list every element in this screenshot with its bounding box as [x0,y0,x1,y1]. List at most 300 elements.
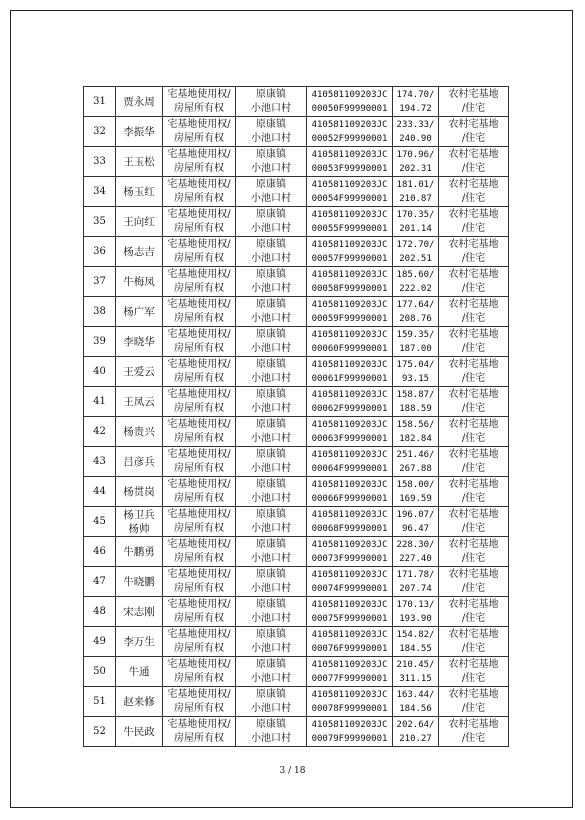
usage-cell [439,567,509,597]
area-line: 181.01/ [396,179,435,190]
area-line: 170.35/ [396,209,435,220]
area-line: 163.44/ [396,689,435,700]
usage-line: 农村宅基地 [448,268,499,280]
usage-cell [439,417,509,447]
table-row [84,687,509,717]
usage-line: 农村宅基地 [448,88,499,100]
unit-code-line: 00054F99990001 [311,193,388,204]
location-line: 原康镇 [256,118,286,130]
table-row [84,507,509,537]
location-cell [236,627,307,657]
unit-code-line: 410581109203JC [311,89,388,100]
usage-cell [439,477,509,507]
area-cell [393,207,439,237]
right-type-line: 宅基地使用权/ [167,388,231,400]
usage-cell [439,357,509,387]
right-type-line: 宅基地使用权/ [167,478,231,490]
right-type-cell [163,267,236,297]
unit-code-line: 00074F99990001 [311,583,388,594]
right-type-line: 宅基地使用权/ [167,88,231,100]
right-type-line: 宅基地使用权/ [167,358,231,370]
location-line: 原康镇 [256,478,286,490]
unit-code-line: 410581109203JC [311,119,388,130]
right-type-line: 宅基地使用权/ [167,598,231,610]
location-line: 小池口村 [251,672,291,684]
table-row [84,207,509,237]
area-line: 210.45/ [396,659,435,670]
right-type-cell [163,87,236,117]
unit-code-cell [307,207,393,237]
table-row [84,237,509,267]
right-type-cell [163,687,236,717]
table-row [84,657,509,687]
area-line: 154.82/ [396,629,435,640]
location-line: 小池口村 [251,162,291,174]
unit-code-line: 410581109203JC [311,359,388,370]
location-line: 原康镇 [256,88,286,100]
right-type-line: 宅基地使用权/ [167,238,231,250]
right-type-line: 宅基地使用权/ [167,208,231,220]
area-cell [393,117,439,147]
unit-code-cell [307,537,393,567]
unit-code-line: 410581109203JC [311,659,388,670]
owner-name-line: 牛晓鹏 [123,575,155,588]
unit-code-cell [307,117,393,147]
owner-name-cell [116,147,163,177]
right-type-line: 房屋所有权 [174,282,224,294]
usage-line: 农村宅基地 [448,718,499,730]
area-cell [393,477,439,507]
area-line: 207.74 [399,583,432,594]
area-line: 208.76 [399,313,432,324]
usage-line: /住宅 [461,642,486,654]
location-line: 原康镇 [256,358,286,370]
unit-code-line: 410581109203JC [311,719,388,730]
unit-code-line: 00079F99990001 [311,733,388,744]
owner-name-line: 王凤云 [123,395,155,408]
unit-code-line: 00064F99990001 [311,463,388,474]
unit-code-line: 00066F99990001 [311,493,388,504]
unit-code-cell [307,177,393,207]
unit-code-cell [307,357,393,387]
usage-cell [439,627,509,657]
right-type-line: 房屋所有权 [174,222,224,234]
location-line: 原康镇 [256,238,286,250]
usage-line: 农村宅基地 [448,628,499,640]
owner-name-line: 杨贵兴 [123,425,155,438]
right-type-line: 宅基地使用权/ [167,268,231,280]
right-type-line: 房屋所有权 [174,492,224,504]
area-cell [393,507,439,537]
location-line: 小池口村 [251,522,291,534]
table-row [84,717,509,747]
area-line: 93.15 [401,373,430,384]
right-type-line: 房屋所有权 [174,432,224,444]
location-line: 小池口村 [251,222,291,234]
usage-cell [439,597,509,627]
usage-cell [439,297,509,327]
area-cell [393,297,439,327]
usage-line: 农村宅基地 [448,538,499,550]
usage-line: /住宅 [461,252,486,264]
location-line: 原康镇 [256,628,286,640]
area-cell [393,417,439,447]
location-cell [236,237,307,267]
owner-name-cell [116,207,163,237]
usage-line: /住宅 [461,672,486,684]
usage-cell [439,177,509,207]
owner-name-cell [116,177,163,207]
row-number-cell: 41 [84,387,116,417]
unit-code-cell [307,87,393,117]
location-line: 原康镇 [256,598,286,610]
row-number-cell: 45 [84,507,116,537]
right-type-cell [163,387,236,417]
usage-cell [439,267,509,297]
table-row [84,267,509,297]
usage-line: /住宅 [461,552,486,564]
owner-name-cell [116,627,163,657]
area-line: 202.31 [399,163,432,174]
usage-line: 农村宅基地 [448,328,499,340]
area-line: 96.47 [401,523,430,534]
location-line: 小池口村 [251,192,291,204]
unit-code-line: 00059F99990001 [311,313,388,324]
usage-line: /住宅 [461,342,486,354]
owner-name-line: 王玉松 [123,155,155,168]
location-cell [236,417,307,447]
location-cell [236,477,307,507]
unit-code-line: 410581109203JC [311,569,388,580]
row-number-cell: 50 [84,657,116,687]
table-row [84,117,509,147]
right-type-line: 房屋所有权 [174,732,224,744]
location-line: 原康镇 [256,178,286,190]
owner-name-line: 杨志吉 [123,245,155,258]
location-line: 小池口村 [251,252,291,264]
right-type-line: 房屋所有权 [174,642,224,654]
area-line: 201.14 [399,223,432,234]
unit-code-cell [307,627,393,657]
right-type-cell [163,357,236,387]
location-line: 原康镇 [256,148,286,160]
unit-code-line: 410581109203JC [311,419,388,430]
row-number-cell: 42 [84,417,116,447]
location-line: 原康镇 [256,328,286,340]
usage-cell [439,87,509,117]
usage-line: /住宅 [461,222,486,234]
usage-line: 农村宅基地 [448,508,499,520]
table-row [84,537,509,567]
right-type-line: 房屋所有权 [174,312,224,324]
usage-cell [439,237,509,267]
table-row [84,447,509,477]
usage-line: 农村宅基地 [448,238,499,250]
row-number-cell: 37 [84,267,116,297]
owner-name-line: 牛梅凤 [123,275,155,288]
location-cell [236,327,307,357]
usage-line: 农村宅基地 [448,358,499,370]
location-cell [236,297,307,327]
location-cell [236,717,307,747]
location-line: 小池口村 [251,732,291,744]
usage-line: /住宅 [461,462,486,474]
unit-code-line: 410581109203JC [311,479,388,490]
usage-line: /住宅 [461,312,486,324]
owner-name-line: 王爱云 [123,365,155,378]
area-line: 202.51 [399,253,432,264]
area-line: 158.56/ [396,419,435,430]
usage-line: 农村宅基地 [448,568,499,580]
unit-code-cell [307,717,393,747]
owner-name-line: 宋志刚 [123,605,155,618]
area-cell [393,717,439,747]
area-cell [393,267,439,297]
area-line: 311.15 [399,673,432,684]
right-type-line: 房屋所有权 [174,162,224,174]
owner-name-line: 牛通 [128,665,150,678]
usage-line: 农村宅基地 [448,388,499,400]
table-row [84,477,509,507]
location-line: 原康镇 [256,298,286,310]
row-number-cell: 39 [84,327,116,357]
right-type-line: 宅基地使用权/ [167,148,231,160]
unit-code-line: 00076F99990001 [311,643,388,654]
area-line: 233.33/ [396,119,435,130]
location-line: 原康镇 [256,688,286,700]
owner-name-line: 牛民政 [123,725,155,738]
right-type-cell [163,537,236,567]
row-number-cell: 47 [84,567,116,597]
location-line: 原康镇 [256,568,286,580]
right-type-line: 房屋所有权 [174,702,224,714]
table-row [84,597,509,627]
row-number-cell: 49 [84,627,116,657]
owner-name-line: 牛鹏勇 [123,545,155,558]
usage-line: 农村宅基地 [448,478,499,490]
right-type-cell [163,177,236,207]
unit-code-cell [307,477,393,507]
owner-name-cell [116,327,163,357]
table-row [84,327,509,357]
owner-name-cell [116,507,163,537]
row-number-cell: 40 [84,357,116,387]
right-type-line: 宅基地使用权/ [167,298,231,310]
right-type-line: 宅基地使用权/ [167,508,231,520]
area-line: 159.35/ [396,329,435,340]
table-row [84,627,509,657]
unit-code-line: 410581109203JC [311,449,388,460]
table-row [84,567,509,597]
usage-line: /住宅 [461,492,486,504]
right-type-line: 宅基地使用权/ [167,688,231,700]
owner-name-cell [116,357,163,387]
unit-code-line: 410581109203JC [311,239,388,250]
area-line: 175.04/ [396,359,435,370]
unit-code-line: 410581109203JC [311,299,388,310]
location-cell [236,447,307,477]
right-type-cell [163,327,236,357]
right-type-line: 宅基地使用权/ [167,418,231,430]
unit-code-line: 00061F99990001 [311,373,388,384]
right-type-line: 房屋所有权 [174,342,224,354]
area-line: 240.90 [399,133,432,144]
area-line: 177.64/ [396,299,435,310]
right-type-line: 房屋所有权 [174,402,224,414]
area-line: 193.90 [399,613,432,624]
location-cell [236,207,307,237]
owner-name-cell [116,87,163,117]
unit-code-line: 00058F99990001 [311,283,388,294]
unit-code-line: 00055F99990001 [311,223,388,234]
unit-code-line: 00053F99990001 [311,163,388,174]
right-type-line: 房屋所有权 [174,462,224,474]
owner-name-line: 李晓华 [123,335,155,348]
owner-name-line: 贾永周 [123,95,155,108]
unit-code-cell [307,657,393,687]
table-row [84,177,509,207]
owner-name-line: 吕彦兵 [123,455,155,468]
unit-code-line: 00050F99990001 [311,103,388,114]
unit-code-line: 00060F99990001 [311,343,388,354]
area-line: 184.55 [399,643,432,654]
row-number-cell: 48 [84,597,116,627]
right-type-cell [163,567,236,597]
area-cell [393,627,439,657]
area-line: 169.59 [399,493,432,504]
right-type-cell [163,447,236,477]
usage-cell [439,537,509,567]
usage-line: /住宅 [461,102,486,114]
usage-line: 农村宅基地 [448,658,499,670]
owner-name-cell [116,387,163,417]
right-type-line: 宅基地使用权/ [167,328,231,340]
location-line: 原康镇 [256,658,286,670]
right-type-cell [163,657,236,687]
row-number-cell: 34 [84,177,116,207]
right-type-line: 房屋所有权 [174,522,224,534]
usage-cell [439,717,509,747]
owner-name-cell [116,237,163,267]
right-type-cell [163,717,236,747]
area-cell [393,387,439,417]
location-line: 小池口村 [251,282,291,294]
area-line: 222.02 [399,283,432,294]
table-row [84,87,509,117]
page-number: 3 / 18 [279,766,306,776]
location-line: 小池口村 [251,582,291,594]
location-line: 小池口村 [251,702,291,714]
usage-cell [439,327,509,357]
right-type-line: 宅基地使用权/ [167,568,231,580]
right-type-line: 房屋所有权 [174,132,224,144]
location-line: 原康镇 [256,208,286,220]
usage-line: 农村宅基地 [448,418,499,430]
area-line: 174.70/ [396,89,435,100]
area-line: 202.64/ [396,719,435,730]
owner-name-line: 杨帅 [128,522,150,535]
unit-code-cell [307,147,393,177]
owner-name-cell [116,417,163,447]
area-line: 158.00/ [396,479,435,490]
location-line: 原康镇 [256,268,286,280]
row-number-cell: 31 [84,87,116,117]
usage-line: 农村宅基地 [448,118,499,130]
unit-code-cell [307,387,393,417]
row-number-cell: 46 [84,537,116,567]
location-cell [236,567,307,597]
location-cell [236,267,307,297]
right-type-line: 宅基地使用权/ [167,178,231,190]
area-cell [393,657,439,687]
table-row [84,147,509,177]
right-type-cell [163,207,236,237]
unit-code-line: 410581109203JC [311,149,388,160]
unit-code-cell [307,417,393,447]
owner-name-line: 王向红 [123,215,155,228]
unit-code-cell [307,237,393,267]
area-line: 170.96/ [396,149,435,160]
right-type-line: 房屋所有权 [174,252,224,264]
area-line: 171.78/ [396,569,435,580]
right-type-line: 宅基地使用权/ [167,538,231,550]
usage-cell [439,447,509,477]
usage-line: 农村宅基地 [448,148,499,160]
area-line: 194.72 [399,103,432,114]
unit-code-cell [307,297,393,327]
owner-name-line: 杨贯岗 [123,485,155,498]
usage-cell [439,387,509,417]
area-line: 187.00 [399,343,432,354]
unit-code-line: 410581109203JC [311,629,388,640]
location-cell [236,537,307,567]
area-line: 267.88 [399,463,432,474]
area-line: 185.60/ [396,269,435,280]
area-cell [393,597,439,627]
usage-line: /住宅 [461,732,486,744]
right-type-cell [163,417,236,447]
owner-name-line: 李万生 [123,635,155,648]
unit-code-line: 410581109203JC [311,269,388,280]
right-type-cell [163,597,236,627]
row-number-cell: 38 [84,297,116,327]
area-line: 184.56 [399,703,432,714]
unit-code-cell [307,327,393,357]
row-number-cell: 35 [84,207,116,237]
unit-code-line: 00057F99990001 [311,253,388,264]
usage-line: 农村宅基地 [448,208,499,220]
owner-name-line: 杨玉红 [123,185,155,198]
location-line: 小池口村 [251,102,291,114]
area-cell [393,87,439,117]
unit-code-line: 00062F99990001 [311,403,388,414]
owner-name-cell [116,117,163,147]
unit-code-line: 410581109203JC [311,329,388,340]
unit-code-cell [307,567,393,597]
area-line: 188.59 [399,403,432,414]
right-type-line: 房屋所有权 [174,102,224,114]
owner-name-cell [116,687,163,717]
row-number-cell: 52 [84,717,116,747]
location-line: 原康镇 [256,538,286,550]
right-type-cell [163,507,236,537]
unit-code-line: 410581109203JC [311,209,388,220]
unit-code-cell [307,507,393,537]
location-line: 小池口村 [251,312,291,324]
location-line: 小池口村 [251,132,291,144]
area-line: 227.40 [399,553,432,564]
right-type-line: 房屋所有权 [174,372,224,384]
